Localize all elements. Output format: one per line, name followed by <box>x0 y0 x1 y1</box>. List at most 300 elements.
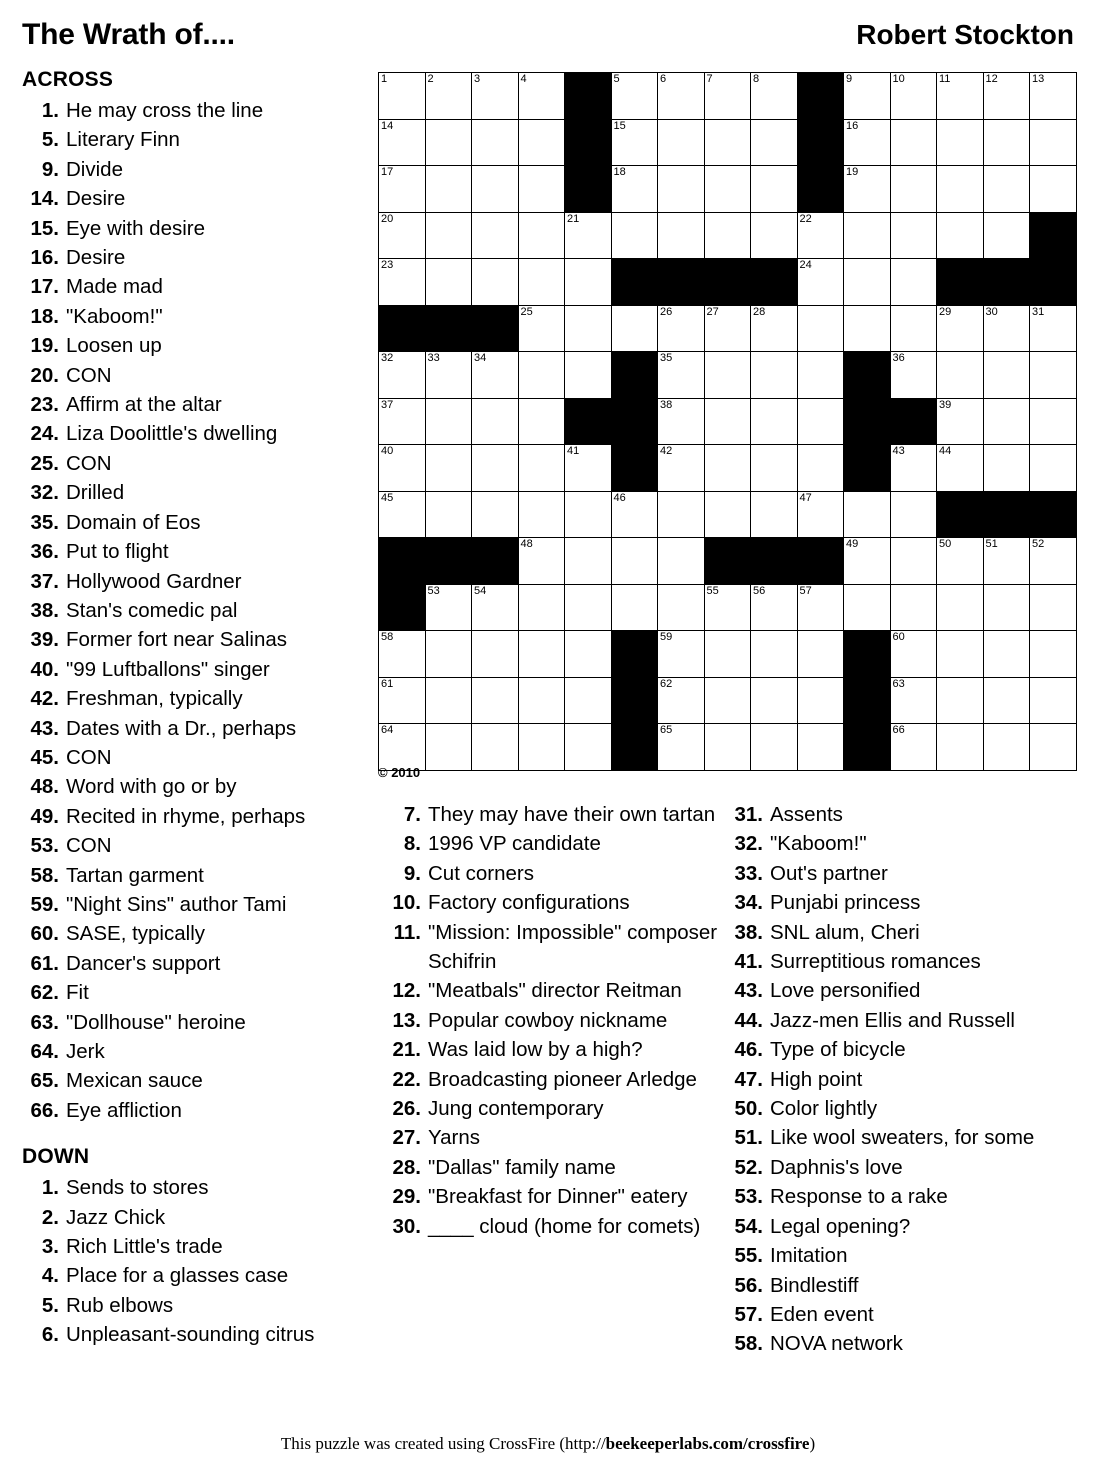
clue-number: 31. <box>734 803 763 826</box>
clue-item[interactable] <box>722 1006 1072 1035</box>
grid-cell[interactable] <box>983 631 1030 678</box>
clue-item[interactable] <box>380 859 720 888</box>
grid-cell[interactable] <box>797 305 844 352</box>
grid-cell[interactable] <box>704 212 751 259</box>
clue-number: 18. <box>30 304 59 328</box>
grid-cell[interactable] <box>937 538 984 585</box>
clue-text: ____ cloud (home for comets) <box>428 1214 701 1238</box>
grid-cell[interactable] <box>983 212 1030 259</box>
grid-cell[interactable] <box>611 538 658 585</box>
grid-cell[interactable] <box>844 73 891 120</box>
grid-cell[interactable] <box>1030 631 1077 678</box>
clue-number: 57. <box>734 1302 763 1326</box>
grid-cell[interactable] <box>937 584 984 631</box>
clue-item[interactable] <box>722 1271 1072 1300</box>
grid-cell[interactable] <box>425 259 472 306</box>
grid-cell[interactable] <box>890 491 937 538</box>
grid-cell[interactable] <box>658 73 705 120</box>
grid-cell[interactable] <box>425 491 472 538</box>
clue-item[interactable] <box>22 478 362 507</box>
grid-cell[interactable] <box>379 445 426 492</box>
clue-text: Made mad <box>66 275 163 299</box>
grid-cell[interactable] <box>472 677 519 724</box>
grid-cell[interactable] <box>658 631 705 678</box>
clue-item[interactable] <box>22 567 362 596</box>
clue-item[interactable] <box>22 1173 362 1202</box>
grid-cell[interactable] <box>379 119 426 166</box>
grid-cell[interactable] <box>797 212 844 259</box>
grid-cell[interactable] <box>937 305 984 352</box>
grid-cell[interactable] <box>611 119 658 166</box>
grid-cell[interactable] <box>425 119 472 166</box>
grid-cell[interactable] <box>844 212 891 259</box>
grid-cell[interactable] <box>472 352 519 399</box>
clue-item[interactable] <box>722 859 1072 888</box>
grid-cell[interactable] <box>704 677 751 724</box>
grid-cell[interactable] <box>518 724 565 771</box>
grid-cell[interactable] <box>1030 305 1077 352</box>
grid-cell[interactable] <box>844 491 891 538</box>
grid-cell[interactable] <box>983 305 1030 352</box>
grid-cell[interactable] <box>890 73 937 120</box>
grid-cell[interactable] <box>658 677 705 724</box>
clue-item[interactable] <box>22 96 362 125</box>
grid-cell[interactable] <box>472 491 519 538</box>
grid-cell[interactable] <box>983 352 1030 399</box>
grid-cell[interactable] <box>890 538 937 585</box>
clue-item[interactable] <box>380 1182 720 1211</box>
grid-cell[interactable] <box>937 677 984 724</box>
grid-cell[interactable] <box>658 538 705 585</box>
grid-cell[interactable] <box>704 352 751 399</box>
grid-block-cell <box>844 398 891 445</box>
grid-cell[interactable] <box>425 398 472 445</box>
clue-item[interactable] <box>380 1212 720 1241</box>
footer-link[interactable]: beekeeperlabs.com/crossfire <box>605 1434 810 1453</box>
grid-cell[interactable] <box>890 584 937 631</box>
grid-cell[interactable] <box>983 445 1030 492</box>
grid-cell[interactable] <box>611 73 658 120</box>
grid-cell[interactable] <box>704 724 751 771</box>
grid-cell[interactable] <box>797 259 844 306</box>
grid-cell[interactable] <box>565 491 612 538</box>
grid-cell[interactable] <box>797 398 844 445</box>
grid-cell[interactable] <box>844 538 891 585</box>
clue-item[interactable] <box>22 1320 362 1349</box>
grid-cell[interactable] <box>751 398 798 445</box>
grid-cell[interactable] <box>472 584 519 631</box>
grid-cell[interactable] <box>890 724 937 771</box>
clue-item[interactable] <box>22 890 362 919</box>
grid-cell[interactable] <box>890 445 937 492</box>
left-clue-column <box>22 68 362 1350</box>
crossword-grid[interactable] <box>378 72 1077 771</box>
clue-number: 21. <box>392 1038 421 1062</box>
grid-cell[interactable] <box>751 212 798 259</box>
grid-cell[interactable] <box>658 212 705 259</box>
grid-cell[interactable] <box>983 119 1030 166</box>
grid-cell[interactable] <box>611 491 658 538</box>
grid-cell[interactable] <box>983 398 1030 445</box>
clue-number: 61. <box>30 951 59 975</box>
grid-cell[interactable] <box>611 584 658 631</box>
clue-item[interactable] <box>380 1035 720 1064</box>
grid-cell[interactable] <box>937 724 984 771</box>
grid-cell-number: 50 <box>939 538 952 550</box>
clue-item[interactable] <box>380 1153 720 1182</box>
grid-cell[interactable] <box>658 445 705 492</box>
grid-cell[interactable] <box>518 398 565 445</box>
grid-cell[interactable] <box>704 166 751 213</box>
grid-cell[interactable] <box>704 119 751 166</box>
grid-cell[interactable] <box>704 73 751 120</box>
grid-cell[interactable] <box>983 677 1030 724</box>
grid-cell[interactable] <box>518 445 565 492</box>
grid-cell[interactable] <box>797 352 844 399</box>
grid-cell[interactable] <box>890 212 937 259</box>
clue-item[interactable] <box>380 800 720 829</box>
grid-cell[interactable] <box>425 73 472 120</box>
grid-cell[interactable] <box>983 724 1030 771</box>
clue-item[interactable] <box>722 1241 1072 1270</box>
clue-item[interactable] <box>22 1096 362 1125</box>
grid-cell[interactable] <box>518 73 565 120</box>
grid-table[interactable] <box>378 72 1077 771</box>
grid-cell-number: 3 <box>474 73 481 85</box>
grid-cell[interactable] <box>751 491 798 538</box>
clue-item[interactable] <box>722 829 1072 858</box>
grid-cell[interactable] <box>565 305 612 352</box>
grid-cell[interactable] <box>797 724 844 771</box>
grid-cell[interactable] <box>751 119 798 166</box>
grid-cell[interactable] <box>751 305 798 352</box>
grid-cell[interactable] <box>565 584 612 631</box>
grid-cell[interactable] <box>1030 166 1077 213</box>
clue-item[interactable] <box>722 1300 1072 1329</box>
grid-cell[interactable] <box>751 584 798 631</box>
grid-cell[interactable] <box>983 166 1030 213</box>
grid-cell-number: 29 <box>939 305 952 318</box>
clue-item[interactable] <box>722 800 1072 829</box>
clue-item[interactable] <box>22 1232 362 1261</box>
grid-cell[interactable] <box>1030 398 1077 445</box>
grid-cell[interactable] <box>983 584 1030 631</box>
grid-cell[interactable] <box>658 166 705 213</box>
clue-item[interactable] <box>722 888 1072 917</box>
grid-cell[interactable] <box>518 259 565 306</box>
grid-cell[interactable] <box>658 724 705 771</box>
clue-item[interactable] <box>22 272 362 301</box>
clue-item[interactable] <box>22 949 362 978</box>
grid-cell[interactable] <box>704 398 751 445</box>
grid-cell[interactable] <box>425 677 472 724</box>
grid-cell[interactable] <box>565 677 612 724</box>
grid-cell[interactable] <box>1030 724 1077 771</box>
grid-cell[interactable] <box>797 445 844 492</box>
grid-block-cell <box>611 352 658 399</box>
grid-cell[interactable] <box>937 73 984 120</box>
grid-cell[interactable] <box>472 724 519 771</box>
grid-cell[interactable] <box>518 352 565 399</box>
clue-number: 49. <box>30 804 59 828</box>
clue-item[interactable] <box>22 125 362 154</box>
grid-cell[interactable] <box>844 259 891 306</box>
grid-cell[interactable] <box>472 73 519 120</box>
grid-cell[interactable] <box>983 538 1030 585</box>
clue-item[interactable] <box>22 802 362 831</box>
grid-cell[interactable] <box>518 305 565 352</box>
grid-cell[interactable] <box>472 445 519 492</box>
grid-cell[interactable] <box>937 212 984 259</box>
clue-item[interactable] <box>22 1261 362 1290</box>
grid-cell[interactable] <box>937 166 984 213</box>
grid-cell[interactable] <box>890 352 937 399</box>
clue-item[interactable] <box>380 1094 720 1123</box>
grid-cell[interactable] <box>565 445 612 492</box>
grid-cell[interactable] <box>937 445 984 492</box>
grid-cell[interactable] <box>472 259 519 306</box>
grid-cell[interactable] <box>518 538 565 585</box>
clue-item[interactable] <box>380 1065 720 1094</box>
clue-item[interactable] <box>22 243 362 272</box>
grid-cell[interactable] <box>518 584 565 631</box>
grid-cell[interactable] <box>379 73 426 120</box>
clue-item[interactable] <box>722 1065 1072 1094</box>
grid-cell[interactable] <box>1030 352 1077 399</box>
grid-cell[interactable] <box>425 212 472 259</box>
grid-cell[interactable] <box>425 631 472 678</box>
grid-cell[interactable] <box>797 491 844 538</box>
clue-item[interactable] <box>22 214 362 243</box>
grid-cell[interactable] <box>379 352 426 399</box>
grid-cell[interactable] <box>425 352 472 399</box>
grid-cell[interactable] <box>518 677 565 724</box>
grid-cell[interactable] <box>704 491 751 538</box>
grid-cell[interactable] <box>890 305 937 352</box>
grid-cell[interactable] <box>472 398 519 445</box>
clue-item[interactable] <box>722 1182 1072 1211</box>
grid-cell[interactable] <box>844 119 891 166</box>
clue-item[interactable] <box>722 1329 1072 1358</box>
grid-cell[interactable] <box>751 677 798 724</box>
grid-cell[interactable] <box>518 491 565 538</box>
grid-cell[interactable] <box>565 724 612 771</box>
grid-cell[interactable] <box>379 724 426 771</box>
clue-number: 26. <box>392 1097 421 1121</box>
clue-text: Daphnis's love <box>770 1155 903 1179</box>
grid-cell[interactable] <box>379 259 426 306</box>
grid-cell[interactable] <box>797 677 844 724</box>
clue-item[interactable] <box>380 829 720 858</box>
grid-cell[interactable] <box>704 584 751 631</box>
clue-item[interactable] <box>22 714 362 743</box>
grid-cell[interactable] <box>797 631 844 678</box>
grid-cell[interactable] <box>472 631 519 678</box>
clue-item[interactable] <box>22 684 362 713</box>
clue-item[interactable] <box>22 508 362 537</box>
grid-cell[interactable] <box>890 259 937 306</box>
grid-cell[interactable] <box>797 584 844 631</box>
clue-text: Imitation <box>770 1244 848 1268</box>
clue-item[interactable] <box>22 1008 362 1037</box>
grid-cell[interactable] <box>937 352 984 399</box>
grid-cell[interactable] <box>611 305 658 352</box>
grid-cell[interactable] <box>379 677 426 724</box>
clue-item[interactable] <box>22 743 362 772</box>
clue-item[interactable] <box>722 947 1072 976</box>
grid-cell-number: 53 <box>427 584 440 597</box>
clue-item[interactable] <box>22 1066 362 1095</box>
clue-item[interactable] <box>22 596 362 625</box>
grid-cell[interactable] <box>844 166 891 213</box>
down-heading: DOWN <box>22 1145 90 1169</box>
clue-item[interactable] <box>722 1153 1072 1182</box>
clue-item[interactable] <box>22 331 362 360</box>
grid-cell-number: 30 <box>985 305 998 318</box>
grid-cell[interactable] <box>704 305 751 352</box>
grid-cell[interactable] <box>472 166 519 213</box>
grid-cell[interactable] <box>472 119 519 166</box>
clue-item[interactable] <box>22 449 362 478</box>
grid-cell[interactable] <box>425 584 472 631</box>
clue-item[interactable] <box>22 1203 362 1232</box>
clue-text: SASE, typically <box>66 922 205 946</box>
grid-cell[interactable] <box>611 212 658 259</box>
grid-cell[interactable] <box>565 259 612 306</box>
clue-item[interactable] <box>380 976 720 1005</box>
grid-cell[interactable] <box>379 491 426 538</box>
grid-cell[interactable] <box>518 212 565 259</box>
clue-text: Yarns <box>428 1126 481 1150</box>
clue-item[interactable] <box>380 918 720 977</box>
clue-item[interactable] <box>22 919 362 948</box>
grid-cell[interactable] <box>983 73 1030 120</box>
clue-item[interactable] <box>22 625 362 654</box>
clue-item[interactable] <box>722 918 1072 947</box>
grid-cell[interactable] <box>937 631 984 678</box>
grid-cell[interactable] <box>844 305 891 352</box>
grid-cell[interactable] <box>472 212 519 259</box>
grid-cell[interactable] <box>658 305 705 352</box>
clue-item[interactable] <box>722 1094 1072 1123</box>
grid-cell[interactable] <box>379 212 426 259</box>
grid-cell[interactable] <box>937 119 984 166</box>
grid-cell[interactable] <box>379 166 426 213</box>
grid-cell[interactable] <box>844 584 891 631</box>
clue-number: 63. <box>30 1010 59 1034</box>
grid-cell[interactable] <box>1030 677 1077 724</box>
clue-item[interactable] <box>380 1123 720 1152</box>
clue-item[interactable] <box>722 1212 1072 1241</box>
grid-cell[interactable] <box>658 491 705 538</box>
clue-text: Jerk <box>66 1040 105 1063</box>
grid-cell[interactable] <box>565 631 612 678</box>
copyright-notice: © 2010 <box>378 765 421 780</box>
grid-cell[interactable] <box>565 352 612 399</box>
grid-cell[interactable] <box>1030 445 1077 492</box>
clue-item[interactable] <box>22 978 362 1007</box>
grid-cell[interactable] <box>518 631 565 678</box>
grid-cell[interactable] <box>425 166 472 213</box>
grid-cell[interactable] <box>890 166 937 213</box>
clue-item[interactable] <box>22 184 362 213</box>
clue-text: Divide <box>66 157 123 181</box>
grid-cell[interactable] <box>379 398 426 445</box>
grid-cell[interactable] <box>890 677 937 724</box>
grid-cell[interactable] <box>1030 584 1077 631</box>
grid-cell[interactable] <box>658 119 705 166</box>
clue-item[interactable] <box>380 888 720 917</box>
clue-item[interactable] <box>22 302 362 331</box>
grid-cell[interactable] <box>751 73 798 120</box>
grid-cell[interactable] <box>518 119 565 166</box>
clue-number: 1. <box>41 1176 59 1200</box>
grid-cell[interactable] <box>1030 73 1077 120</box>
clue-item[interactable] <box>22 861 362 890</box>
grid-cell[interactable] <box>518 166 565 213</box>
grid-cell[interactable] <box>611 166 658 213</box>
clue-number: 37. <box>30 569 59 593</box>
clue-item[interactable] <box>22 655 362 684</box>
grid-cell[interactable] <box>425 724 472 771</box>
grid-cell[interactable] <box>1030 119 1077 166</box>
grid-cell[interactable] <box>425 445 472 492</box>
grid-cell[interactable] <box>751 724 798 771</box>
grid-cell[interactable] <box>658 584 705 631</box>
grid-cell[interactable] <box>751 631 798 678</box>
clue-text: They may have their own tartan <box>428 803 716 826</box>
clue-text: Eye affliction <box>66 1098 182 1122</box>
clue-text: Put to flight <box>66 540 169 564</box>
grid-cell[interactable] <box>890 119 937 166</box>
clue-item[interactable] <box>22 390 362 419</box>
grid-cell[interactable] <box>704 445 751 492</box>
clue-number: 62. <box>30 981 59 1005</box>
clue-item[interactable] <box>22 772 362 801</box>
clue-item[interactable] <box>22 419 362 448</box>
grid-cell[interactable] <box>937 398 984 445</box>
grid-cell[interactable] <box>658 352 705 399</box>
clue-item[interactable] <box>722 1123 1072 1152</box>
clue-item[interactable] <box>380 1006 720 1035</box>
grid-cell[interactable] <box>890 631 937 678</box>
clue-item[interactable] <box>22 831 362 860</box>
clue-item[interactable] <box>22 537 362 566</box>
grid-cell[interactable] <box>379 631 426 678</box>
clue-item[interactable] <box>22 155 362 184</box>
grid-cell-number: 24 <box>799 259 812 271</box>
clue-item[interactable] <box>722 976 1072 1005</box>
grid-cell[interactable] <box>1030 538 1077 585</box>
grid-cell[interactable] <box>751 445 798 492</box>
grid-block-cell <box>704 538 751 585</box>
grid-cell[interactable] <box>565 212 612 259</box>
grid-cell[interactable] <box>704 631 751 678</box>
grid-cell[interactable] <box>658 398 705 445</box>
clue-item[interactable] <box>22 1037 362 1066</box>
grid-cell-number: 51 <box>985 538 998 550</box>
clue-item[interactable] <box>22 361 362 390</box>
clue-item[interactable] <box>722 1035 1072 1064</box>
clue-item[interactable] <box>22 1291 362 1320</box>
grid-cell[interactable] <box>751 166 798 213</box>
clue-text: Loosen up <box>66 334 162 358</box>
clue-text: CON <box>66 451 112 475</box>
grid-cell[interactable] <box>751 352 798 399</box>
clue-text: Type of bicycle <box>770 1038 906 1062</box>
clue-text: Dates with a Dr., perhaps <box>66 716 297 740</box>
grid-cell[interactable] <box>565 538 612 585</box>
